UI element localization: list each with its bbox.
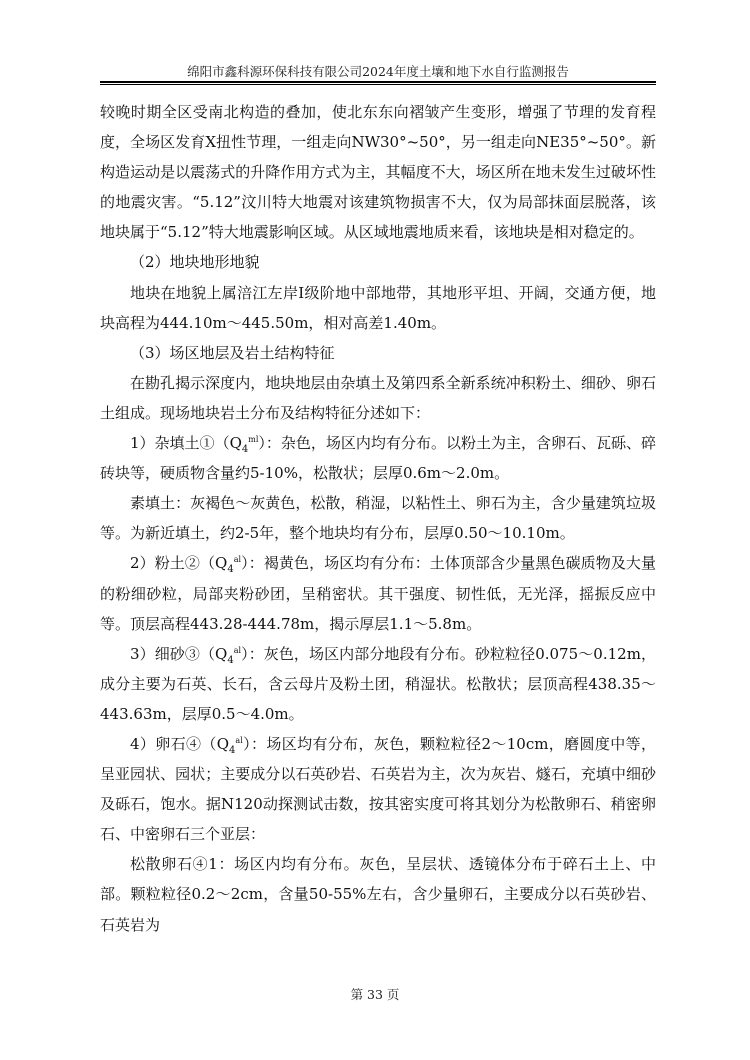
- paragraph-fill-soil: 1）杂填土$①(Q_4^{ml})$：杂色，场区内均有分布。以粉土为主，含卵石、瓦砾、碎砖块等，硬质物含量约5-10%，松散状；层厚0.6m～2.0m。: [100, 434, 656, 483]
- paragraph-landform: 地块在地貌上属涪江左岸Ⅰ级阶地中部地带，其地形平坦、开阔，交通方便，地块高程为444.10m～445.50m，相对高差1.40m。: [100, 283, 656, 332]
- paragraph-plain-fill: 素填土：灰褐色～灰黄色，松散，稍湿，以粘性土、卵石为主，含少量建筑垃圾等。为新近填土，约2-5年，整个地块均有分布，层厚0.50～10.10m。: [100, 494, 656, 543]
- paragraph-loose-pebble: 松散卵石④1：场区内均有分布。灰色，呈层状、透镜体分布于碎石土上、中部。颗粒粒径0.2～2cm，含量50-55%左右，含少量卵石，主要成分以石英砂岩、石英岩为: [100, 855, 656, 934]
- page-header: 绵阳市鑫科源环保科技有限公司2024年度土壤和地下水自行监测报告: [187, 64, 569, 79]
- heading-landform: （2）地块地形地貌: [130, 253, 260, 272]
- paragraph-silt: 2）粉土$②(Q_4^{al})$：褐黄色，场区均有分布：土体顶部含少量黑色碳质物及大量的粉细砂粒，局部夹粉砂团，呈稍密状。其干强度、韧性低，无光泽，摇振反应中等。顶层高程443.28-444.78m，揭示厚层1.1～5.8m。: [100, 554, 657, 633]
- paragraph-tectonics: 较晚时期全区受南北构造的叠加，使北东东向褶皱产生变形，增强了节理的发育程度，全场区发育X扭性节理，一组走向NW30°~50°，另一组走向NE35°~50°。新构造运动是以震荡式的升降作用方式为主，其幅度不大，场区所在地未发生过破坏性的地震灾害。“5.12”汶川特大地震对该建筑物损害不大，仅为局部抹面层脱落，该地块属于“5.12”特大地震影响区域。从区域地震地质来看，该地块是相对稳定的。: [100, 103, 656, 242]
- paragraph-strata-intro: 在勘孔揭示深度内，地块地层由杂填土及第四系全新系统冲积粉土、细砂、卵石土组成。现场地块岩土分布及结构特征分述如下：: [100, 373, 656, 422]
- heading-strata: （3）场区地层及岩土结构特征: [130, 343, 335, 362]
- body-text: [100, 97, 656, 940]
- header-rule: [100, 81, 656, 85]
- paragraph-pebble: 4）卵石$④(Q_4^{al})$：场区均有分布，灰色，颗粒粒径2～10cm，磨圆度中等，呈亚园状、园状；主要成分以石英砂岩、石英岩为主，次为灰岩、燧石，充填中细砂及砾石，饱水。据N120动探测试击数，按其密实度可将其划分为松散卵石、稍密卵石、中密卵石三个亚层：: [100, 734, 657, 844]
- page-number: 第 33 页: [350, 987, 400, 1002]
- paragraph-fine-sand: 3）细砂$③(Q_4^{al})$：灰色，场区内部分地段有分布。砂粒粒径0.075～0.12m，成分主要为石英、长石，含云母片及粉土团，稍湿状。松散状；层顶高程438.35～443.63m，层厚0.5～4.0m。: [100, 644, 656, 723]
